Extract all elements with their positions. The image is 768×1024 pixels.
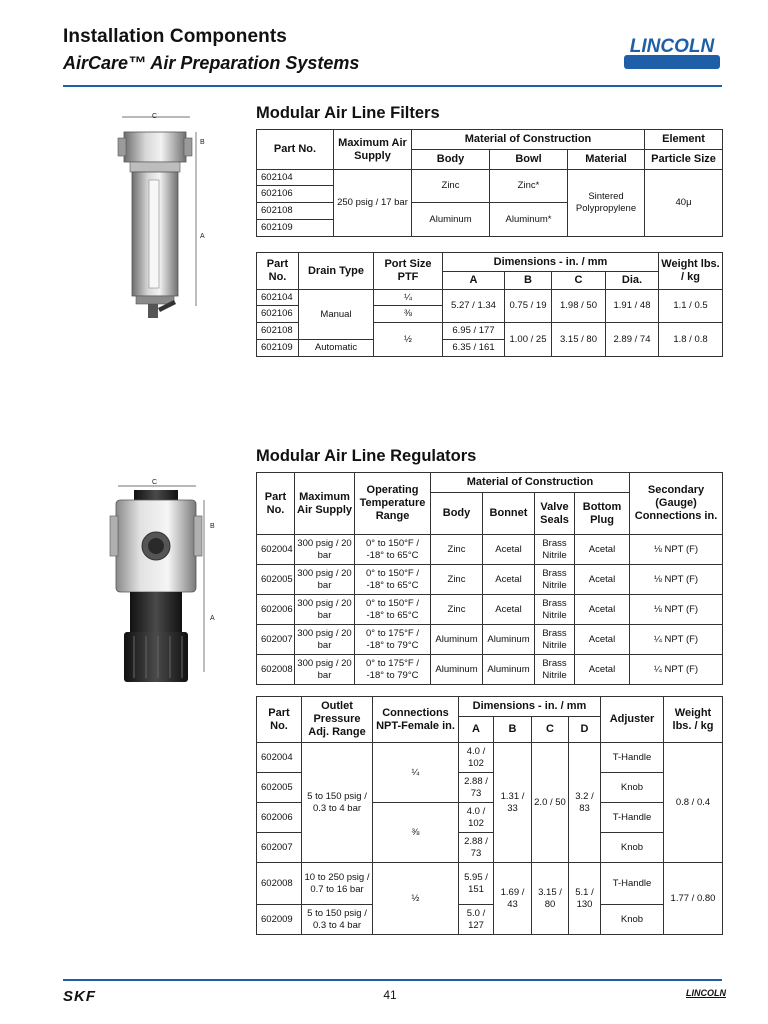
max-cell: 300 psig / 20 bar: [295, 655, 355, 685]
regulator-product-image: [100, 472, 226, 706]
temp-cell: 0° to 150°F / -18° to 65°C: [355, 565, 431, 595]
dim-a-cell: 5.27 / 1.34: [443, 290, 505, 323]
valve-cell: Brass Nitrile: [535, 565, 575, 595]
col-header: Dimensions - in. / mm: [443, 253, 659, 272]
col-header: A: [443, 272, 505, 290]
outlet-cell: 5 to 150 psig / 0.3 to 4 bar: [302, 743, 373, 863]
material-cell: Sintered Polypropylene: [568, 170, 645, 237]
max-cell: 300 psig / 20 bar: [295, 595, 355, 625]
port-cell: ¼: [374, 290, 443, 306]
plug-cell: Acetal: [575, 625, 630, 655]
bonnet-cell: Aluminum: [483, 655, 535, 685]
plug-cell: Acetal: [575, 535, 630, 565]
part-cell: 602104: [257, 170, 334, 186]
dim-a-cell: 2.88 / 73: [459, 833, 494, 863]
bonnet-cell: Acetal: [483, 595, 535, 625]
filters-dimensions-table: [256, 252, 723, 357]
col-header: B: [505, 272, 552, 290]
dim-a-cell: 5.95 / 151: [459, 863, 494, 905]
col-header: Material of Construction: [431, 473, 630, 493]
col-header: Adjuster: [601, 697, 664, 743]
regulators-dimensions-table: [256, 696, 723, 935]
sec-cell: ¼ NPT (F): [630, 625, 723, 655]
part-cell: 602007: [257, 833, 302, 863]
header-rule: [63, 85, 722, 87]
max-supply-cell: 250 psig / 17 bar: [334, 170, 412, 237]
max-cell: 300 psig / 20 bar: [295, 535, 355, 565]
max-cell: 300 psig / 20 bar: [295, 625, 355, 655]
col-header: Secondary (Gauge) Connections in.: [630, 473, 723, 535]
adjuster-cell: T-Handle: [601, 743, 664, 773]
regulators-material-rows: [257, 535, 723, 685]
bonnet-cell: Acetal: [483, 535, 535, 565]
regulator-dim-a: A: [210, 615, 215, 622]
col-header: Dia.: [606, 272, 659, 290]
dim-a-cell: 6.35 / 161: [443, 340, 505, 357]
weight-cell: 1.77 / 0.80: [664, 863, 723, 935]
col-header: Part No.: [257, 130, 334, 170]
footer-lincoln-logo: LINCOLN: [686, 988, 726, 998]
body-cell: Zinc: [431, 595, 483, 625]
part-cell: 602009: [257, 905, 302, 935]
col-header: Body: [412, 150, 490, 170]
outlet-cell: 5 to 150 psig / 0.3 to 4 bar: [302, 905, 373, 935]
footer-rule: [63, 979, 722, 981]
col-header: Weight lbs. / kg: [664, 697, 723, 743]
col-header: Dimensions - in. / mm: [459, 697, 601, 717]
part-cell: 602109: [257, 220, 334, 237]
valve-cell: Brass Nitrile: [535, 535, 575, 565]
dim-c-cell: 2.0 / 50: [532, 743, 569, 863]
part-cell: 602108: [257, 203, 334, 220]
drain-cell: Manual: [299, 290, 374, 340]
port-cell: ½: [374, 323, 443, 357]
plug-cell: Acetal: [575, 595, 630, 625]
filters-section-title: Modular Air Line Filters: [256, 104, 440, 122]
filter-dim-c: C: [152, 113, 158, 120]
part-cell: 602005: [257, 565, 295, 595]
logo-text: LINCOLN: [629, 36, 715, 57]
col-header: Outlet Pressure Adj. Range: [302, 697, 373, 743]
body-cell: Aluminum: [431, 625, 483, 655]
dim-b-cell: 1.00 / 25: [505, 323, 552, 357]
col-header: Part No.: [257, 253, 299, 290]
body-cell: Aluminum: [431, 655, 483, 685]
page-number: 41: [383, 988, 397, 1002]
col-header: Material: [568, 150, 645, 170]
col-header: D: [569, 717, 601, 743]
drain-cell: Automatic: [299, 340, 374, 357]
plug-cell: Acetal: [575, 655, 630, 685]
filter-dim-b: B: [200, 139, 205, 146]
valve-cell: Brass Nitrile: [535, 625, 575, 655]
col-header: Element: [645, 130, 723, 150]
adjuster-cell: Knob: [601, 905, 664, 935]
valve-cell: Brass Nitrile: [535, 655, 575, 685]
valve-cell: Brass Nitrile: [535, 595, 575, 625]
col-header: Part No.: [257, 697, 302, 743]
dim-a-cell: 6.95 / 177: [443, 323, 505, 340]
sec-cell: ⅛ NPT (F): [630, 565, 723, 595]
sec-cell: ⅛ NPT (F): [630, 535, 723, 565]
outlet-cell: 10 to 250 psig / 0.7 to 16 bar: [302, 863, 373, 905]
max-cell: 300 psig / 20 bar: [295, 565, 355, 595]
port-cell: ⅜: [374, 306, 443, 323]
temp-cell: 0° to 150°F / -18° to 65°C: [355, 595, 431, 625]
adjuster-cell: T-Handle: [601, 803, 664, 833]
dim-dia-cell: 1.91 / 48: [606, 290, 659, 323]
dim-c-cell: 3.15 / 80: [552, 323, 606, 357]
temp-cell: 0° to 150°F / -18° to 65°C: [355, 535, 431, 565]
filters-material-table: [256, 129, 723, 237]
page-title: Installation Components: [63, 26, 287, 47]
part-cell: 602006: [257, 595, 295, 625]
adjuster-cell: Knob: [601, 773, 664, 803]
dim-a-cell: 5.0 / 127: [459, 905, 494, 935]
weight-cell: 1.8 / 0.8: [659, 323, 723, 357]
temp-cell: 0° to 175°F / -18° to 79°C: [355, 655, 431, 685]
col-header: Body: [431, 493, 483, 535]
conn-cell: ½: [373, 863, 459, 935]
dim-c-cell: 1.98 / 50: [552, 290, 606, 323]
conn-cell: ¼: [373, 743, 459, 803]
skf-logo: SKF: [63, 988, 96, 1005]
body-cell: Zinc: [431, 565, 483, 595]
part-cell: 602109: [257, 340, 299, 357]
dim-dia-cell: 2.89 / 74: [606, 323, 659, 357]
temp-cell: 0° to 175°F / -18° to 79°C: [355, 625, 431, 655]
lincoln-logo: [622, 34, 722, 70]
col-header: Bottom Plug: [575, 493, 630, 535]
part-cell: 602106: [257, 306, 299, 323]
part-cell: 602004: [257, 743, 302, 773]
part-cell: 602005: [257, 773, 302, 803]
regulator-dim-c: C: [152, 479, 158, 486]
col-header: A: [459, 717, 494, 743]
adjuster-cell: T-Handle: [601, 863, 664, 905]
filter-dim-a: A: [200, 233, 205, 240]
dim-b-cell: 1.69 / 43: [494, 863, 532, 935]
col-header: Maximum Air Supply: [334, 130, 412, 170]
bowl-cell: Aluminum*: [490, 203, 568, 237]
bonnet-cell: Acetal: [483, 565, 535, 595]
part-cell: 602007: [257, 625, 295, 655]
dim-c-cell: 3.15 / 80: [532, 863, 569, 935]
dim-a-cell: 4.0 / 102: [459, 803, 494, 833]
bonnet-cell: Aluminum: [483, 625, 535, 655]
part-cell: 602008: [257, 655, 295, 685]
table-row: [257, 625, 723, 655]
filter-product-image: [112, 108, 224, 346]
dim-b-cell: 1.31 / 33: [494, 743, 532, 863]
col-header: C: [552, 272, 606, 290]
col-header: Particle Size: [645, 150, 723, 170]
col-header: Port Size PTF: [374, 253, 443, 290]
part-cell: 602106: [257, 186, 334, 203]
plug-cell: Acetal: [575, 565, 630, 595]
col-header: Operating Temperature Range: [355, 473, 431, 535]
dim-d-cell: 5.1 / 130: [569, 863, 601, 935]
body-cell: Aluminum: [412, 203, 490, 237]
regulators-section-title: Modular Air Line Regulators: [256, 447, 477, 465]
col-header: Valve Seals: [535, 493, 575, 535]
table-row: [257, 655, 723, 685]
table-row: [257, 565, 723, 595]
col-header: Maximum Air Supply: [295, 473, 355, 535]
weight-cell: 0.8 / 0.4: [664, 743, 723, 863]
dim-a-cell: 2.88 / 73: [459, 773, 494, 803]
part-cell: 602004: [257, 535, 295, 565]
bowl-cell: Zinc*: [490, 170, 568, 203]
part-cell: 602108: [257, 323, 299, 340]
part-cell: 602008: [257, 863, 302, 905]
col-header: Bowl: [490, 150, 568, 170]
col-header: Part No.: [257, 473, 295, 535]
body-cell: Zinc: [431, 535, 483, 565]
dim-a-cell: 4.0 / 102: [459, 743, 494, 773]
particle-cell: 40μ: [645, 170, 723, 237]
body-cell: Zinc: [412, 170, 490, 203]
dim-b-cell: 0.75 / 19: [505, 290, 552, 323]
regulator-dim-b: B: [210, 523, 215, 530]
table-row: [257, 535, 723, 565]
dim-d-cell: 3.2 / 83: [569, 743, 601, 863]
conn-cell: ⅜: [373, 803, 459, 863]
sec-cell: ⅛ NPT (F): [630, 595, 723, 625]
col-header: Drain Type: [299, 253, 374, 290]
col-header: Material of Construction: [412, 130, 645, 150]
col-header: B: [494, 717, 532, 743]
weight-cell: 1.1 / 0.5: [659, 290, 723, 323]
col-header: Weight lbs. / kg: [659, 253, 723, 290]
adjuster-cell: Knob: [601, 833, 664, 863]
col-header: C: [532, 717, 569, 743]
part-cell: 602104: [257, 290, 299, 306]
col-header: Connections NPT-Female in.: [373, 697, 459, 743]
sec-cell: ¼ NPT (F): [630, 655, 723, 685]
regulators-material-table: [256, 472, 723, 685]
col-header: Bonnet: [483, 493, 535, 535]
page-subtitle: AirCare™ Air Preparation Systems: [63, 53, 360, 73]
table-row: [257, 595, 723, 625]
part-cell: 602006: [257, 803, 302, 833]
